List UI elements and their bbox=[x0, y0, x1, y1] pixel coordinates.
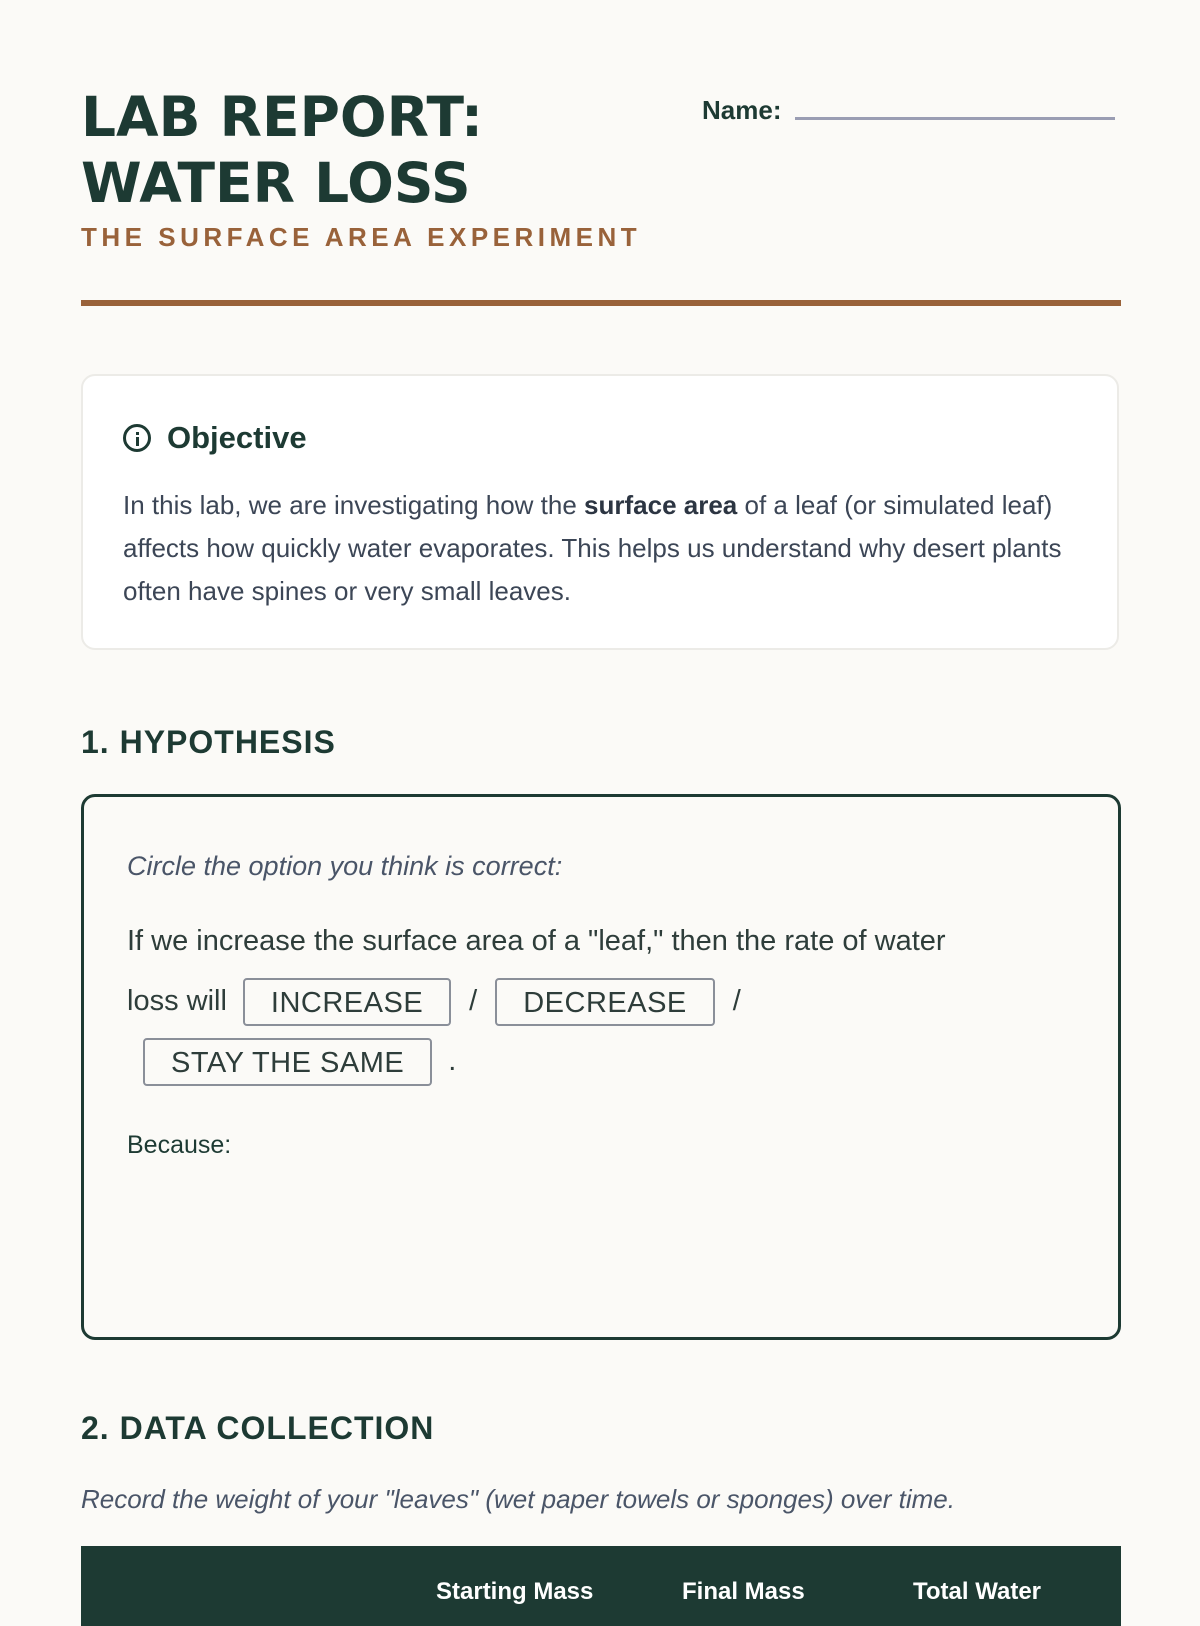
report-header bbox=[81, 0, 1121, 308]
hypothesis-box bbox=[81, 794, 1121, 1340]
column-header-starting-mass: Starting Mass bbox=[436, 1578, 594, 1605]
because-label: Because: bbox=[127, 1131, 232, 1159]
objective-card bbox=[81, 374, 1119, 650]
name-field-group bbox=[702, 95, 1115, 126]
hypothesis-hint: Circle the option you think is correct: bbox=[127, 851, 563, 881]
option-stay-the-same[interactable]: STAY THE SAME bbox=[143, 1038, 432, 1086]
column-header-total-water: Total Water bbox=[913, 1578, 1042, 1605]
hypothesis-heading: 1. HYPOTHESIS bbox=[81, 724, 336, 760]
name-blank-line[interactable] bbox=[795, 117, 1115, 120]
statement-text: If we increase the surface area of a "leaf," then the rate of water loss will bbox=[127, 925, 946, 1017]
objective-text-bold: surface area bbox=[584, 490, 738, 520]
objective-text bbox=[123, 484, 1083, 613]
title-line-2: WATER LOSS bbox=[81, 151, 471, 215]
objective-header bbox=[123, 420, 307, 456]
lab-report-page bbox=[81, 0, 1121, 1605]
option-separator: / bbox=[469, 985, 478, 1017]
option-decrease[interactable]: DECREASE bbox=[495, 978, 715, 1026]
data-collection-instructions: Record the weight of your "leaves" (wet paper towels or sponges) over time. bbox=[81, 1484, 955, 1514]
page-subtitle: THE SURFACE AREA EXPERIMENT bbox=[81, 222, 642, 252]
objective-text-before: In this lab, we are investigating how the bbox=[123, 490, 585, 520]
data-table-header bbox=[81, 1546, 1121, 1626]
objective-title: Objective bbox=[167, 420, 307, 455]
info-icon bbox=[123, 424, 151, 452]
title-line-1: LAB REPORT: bbox=[81, 85, 484, 149]
column-header-final-mass: Final Mass bbox=[682, 1578, 805, 1605]
header-divider bbox=[81, 300, 1121, 306]
option-increase[interactable]: INCREASE bbox=[243, 978, 451, 1026]
objective-text-after: of a leaf (or simulated leaf) affects how quickly water evaporates. This helps us understand why desert plants often have spines or very small leaves. bbox=[123, 490, 1062, 606]
option-separator: / bbox=[732, 985, 741, 1017]
statement-end: . bbox=[448, 1045, 457, 1077]
data-collection-heading: 2. DATA COLLECTION bbox=[81, 1410, 435, 1446]
hypothesis-statement bbox=[127, 911, 967, 1091]
name-label: Name: bbox=[702, 95, 782, 125]
page-title bbox=[81, 84, 483, 216]
